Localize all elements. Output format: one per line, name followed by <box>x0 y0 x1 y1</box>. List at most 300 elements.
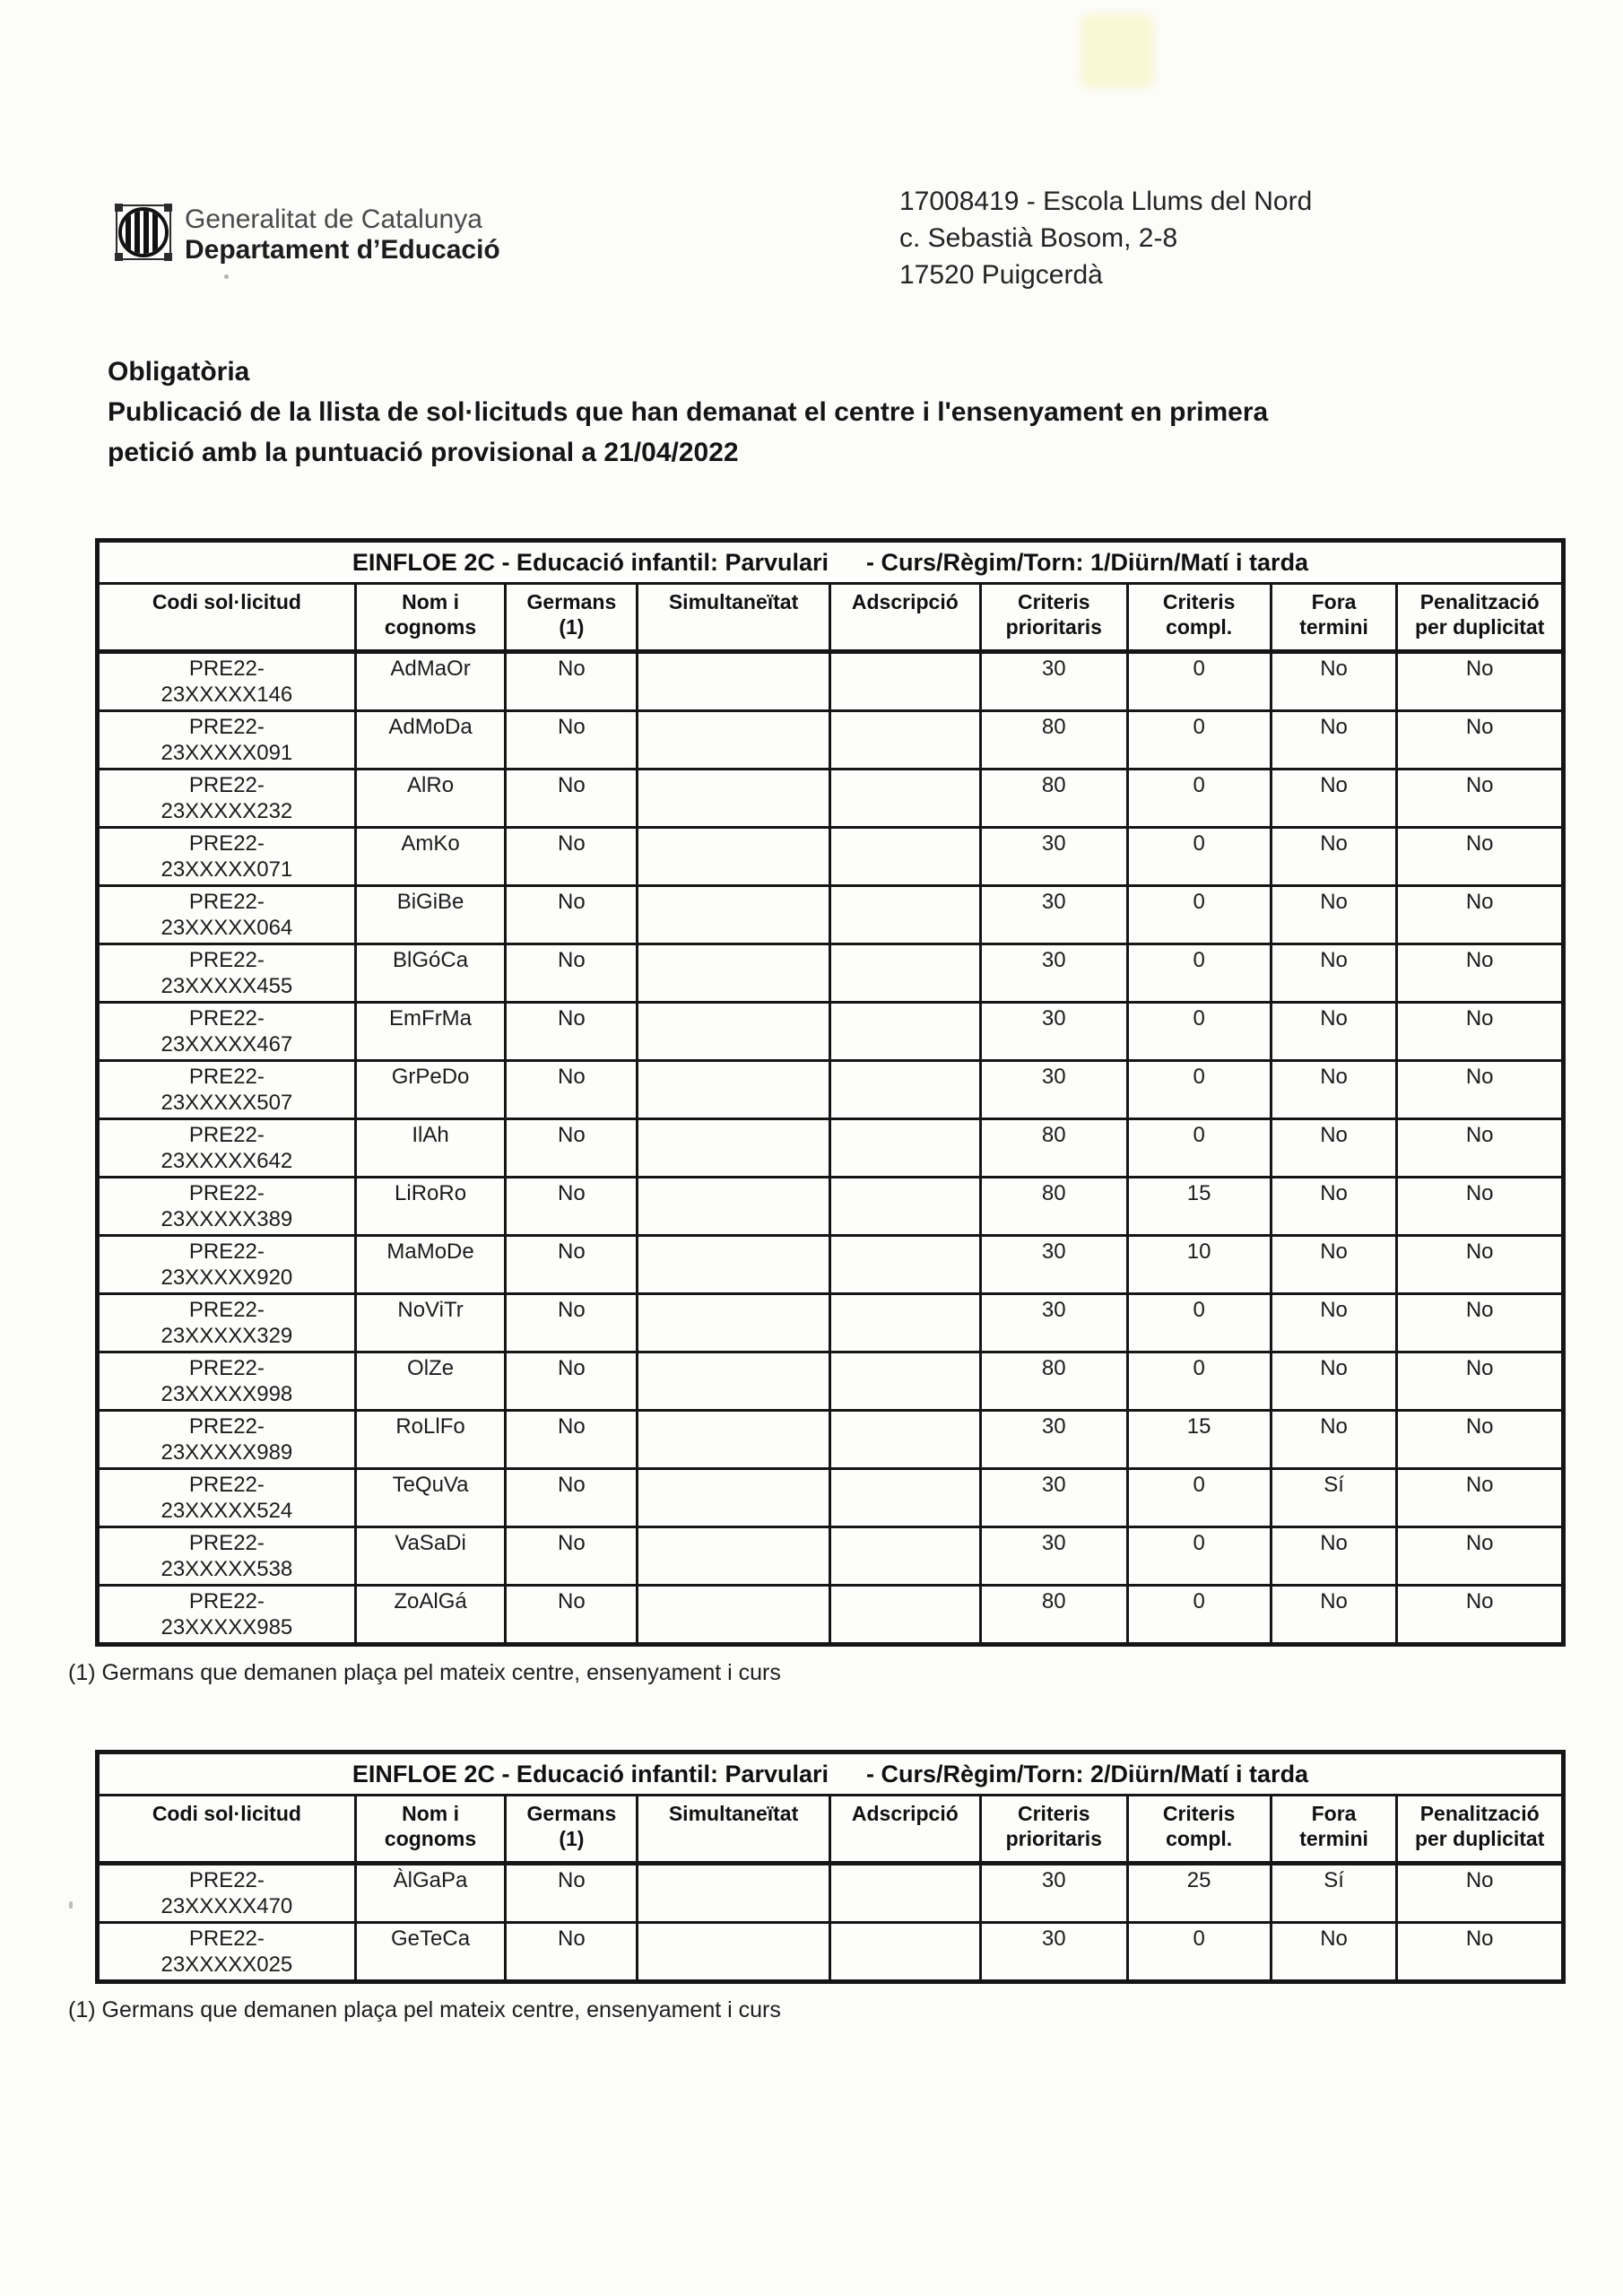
cell-prioritaris: 30 <box>981 886 1128 944</box>
cell-line: 23XXXXX389 <box>161 1207 293 1231</box>
cell-germans: No <box>506 828 638 886</box>
cell-line: 23XXXXX467 <box>161 1032 293 1057</box>
cell-penal: No <box>1397 1119 1564 1178</box>
column-header-name <box>355 584 506 652</box>
column-header-line: Criteris <box>1018 1802 1090 1825</box>
cell-code <box>98 1061 356 1119</box>
cell-code <box>98 886 356 944</box>
cell-compl: 0 <box>1127 828 1271 886</box>
cell-simult <box>638 1119 829 1178</box>
cell-name: GeTeCa <box>355 1923 506 1982</box>
column-header-line: Fora <box>1311 1802 1357 1825</box>
cell-adscripcio <box>829 652 980 711</box>
cell-line: 23XXXXX989 <box>161 1440 293 1465</box>
cell-compl: 0 <box>1127 1469 1271 1527</box>
cell-compl: 0 <box>1127 1294 1271 1352</box>
cell-adscripcio <box>829 1119 980 1178</box>
cell-compl: 10 <box>1127 1236 1271 1294</box>
cell-penal: No <box>1397 1469 1564 1527</box>
cell-name: IlAh <box>355 1119 506 1178</box>
cell-prioritaris: 30 <box>981 1864 1128 1923</box>
cell-adscripcio <box>829 1469 980 1527</box>
cell-line: PRE22- <box>188 890 265 914</box>
cell-penal: No <box>1397 1003 1564 1061</box>
cell-penal: No <box>1397 944 1564 1003</box>
cell-code <box>98 1236 356 1294</box>
cell-prioritaris: 30 <box>981 828 1128 886</box>
cell-line: PRE22- <box>188 1065 265 1089</box>
cell-germans: No <box>506 1411 638 1469</box>
cell-simult <box>638 828 829 886</box>
column-header-line: prioritaris <box>1005 615 1102 639</box>
table-header-row <box>98 584 1564 652</box>
cell-adscripcio <box>829 1864 980 1923</box>
cell-fora: No <box>1271 770 1397 828</box>
page-title-line2: petició amb la puntuació provisional a 21/04/2022 <box>108 438 739 467</box>
cell-adscripcio <box>829 1061 980 1119</box>
cell-code <box>98 1003 356 1061</box>
cell-name: TeQuVa <box>355 1469 506 1527</box>
column-header-line: Germans <box>526 1802 617 1825</box>
table-row <box>98 1003 1564 1061</box>
cell-line: PRE22- <box>188 773 265 797</box>
column-header-line: Penalització <box>1419 1802 1540 1825</box>
column-header-line: Codi sol·licitud <box>152 1802 301 1825</box>
cell-prioritaris: 30 <box>981 1003 1128 1061</box>
cell-penal: No <box>1397 1061 1564 1119</box>
table-title-regime: - Curs/Règim/Torn: 1/Diürn/Matí i tarda <box>866 548 1309 576</box>
table-footnote: (1) Germans que demanen plaça pel mateix centre, ensenyament i curs <box>68 1997 781 2022</box>
table-title-row <box>98 541 1564 584</box>
cell-germans: No <box>506 1003 638 1061</box>
column-header-line: Germans <box>526 590 617 613</box>
table-row <box>98 1236 1564 1294</box>
cell-penal: No <box>1397 828 1564 886</box>
cell-germans: No <box>506 1236 638 1294</box>
cell-simult <box>638 1236 829 1294</box>
cell-fora: No <box>1271 1586 1397 1645</box>
cell-compl: 0 <box>1127 1352 1271 1411</box>
cell-prioritaris: 80 <box>981 1352 1128 1411</box>
table-row <box>98 828 1564 886</box>
column-header-line: termini <box>1299 1827 1368 1850</box>
cell-code <box>98 1864 356 1923</box>
cell-germans: No <box>506 944 638 1003</box>
column-header-adscripcio <box>829 584 980 652</box>
cell-name: LiRoRo <box>355 1178 506 1236</box>
cell-line: 23XXXXX025 <box>161 1952 293 1977</box>
column-header-line: per duplicitat <box>1414 615 1545 639</box>
cell-simult <box>638 1061 829 1119</box>
cell-line: PRE22- <box>188 1589 265 1613</box>
cell-compl: 0 <box>1127 711 1271 770</box>
column-header-penal <box>1397 1796 1564 1864</box>
column-header-code <box>98 584 356 652</box>
table-row <box>98 1923 1564 1982</box>
cell-germans: No <box>506 1469 638 1527</box>
cell-name: AlRo <box>355 770 506 828</box>
cell-line: PRE22- <box>188 831 265 856</box>
column-header-line: Simultaneïtat <box>668 1802 799 1825</box>
cell-line: PRE22- <box>188 1006 265 1031</box>
cell-simult <box>638 886 829 944</box>
cell-line: PRE22- <box>188 1926 265 1951</box>
column-header-line: (1) <box>559 1827 585 1850</box>
cell-code <box>98 1527 356 1586</box>
cell-prioritaris: 30 <box>981 1236 1128 1294</box>
cell-name: EmFrMa <box>355 1003 506 1061</box>
cell-prioritaris: 30 <box>981 1923 1128 1982</box>
cell-prioritaris: 30 <box>981 944 1128 1003</box>
cell-simult <box>638 711 829 770</box>
cell-adscripcio <box>829 828 980 886</box>
column-header-name <box>355 1796 506 1864</box>
column-header-line: per duplicitat <box>1414 1827 1545 1850</box>
cell-line: PRE22- <box>188 1239 265 1264</box>
cell-prioritaris: 30 <box>981 652 1128 711</box>
cell-prioritaris: 30 <box>981 1411 1128 1469</box>
cell-code <box>98 944 356 1003</box>
cell-adscripcio <box>829 1294 980 1352</box>
table-row <box>98 1061 1564 1119</box>
applications-table-2 <box>95 1750 1566 1984</box>
table-footnote: (1) Germans que demanen plaça pel mateix centre, ensenyament i curs <box>68 1660 781 1685</box>
table-section-torn-2 <box>68 1750 1566 2023</box>
table-row <box>98 1586 1564 1645</box>
cell-line: 23XXXXX998 <box>161 1382 293 1406</box>
cell-line: PRE22- <box>188 715 265 739</box>
cell-line: PRE22- <box>188 1868 265 1892</box>
cell-line: 23XXXXX232 <box>161 799 293 823</box>
cell-penal: No <box>1397 711 1564 770</box>
cell-penal: No <box>1397 1178 1564 1236</box>
cell-prioritaris: 80 <box>981 1119 1128 1178</box>
table-row <box>98 1411 1564 1469</box>
cell-germans: No <box>506 1864 638 1923</box>
cell-line: PRE22- <box>188 1531 265 1555</box>
table-row <box>98 1864 1564 1923</box>
cell-compl: 0 <box>1127 1923 1271 1982</box>
column-header-penal <box>1397 584 1564 652</box>
table-row <box>98 1469 1564 1527</box>
cell-germans: No <box>506 1527 638 1586</box>
cell-simult <box>638 1586 829 1645</box>
cell-penal: No <box>1397 1527 1564 1586</box>
school-street: c. Sebastià Bosom, 2-8 <box>899 223 1178 253</box>
column-header-compl <box>1127 1796 1271 1864</box>
cell-fora: No <box>1271 1061 1397 1119</box>
cell-fora: No <box>1271 1294 1397 1352</box>
cell-penal: No <box>1397 1923 1564 1982</box>
cell-line: 23XXXXX985 <box>161 1615 293 1639</box>
cell-compl: 15 <box>1127 1178 1271 1236</box>
cell-adscripcio <box>829 770 980 828</box>
cell-line: PRE22- <box>188 1473 265 1497</box>
cell-adscripcio <box>829 1003 980 1061</box>
cell-code <box>98 1294 356 1352</box>
cell-fora: Sí <box>1271 1469 1397 1527</box>
cell-adscripcio <box>829 1411 980 1469</box>
cell-penal: No <box>1397 652 1564 711</box>
cell-line: 23XXXXX064 <box>161 916 293 940</box>
cell-compl: 0 <box>1127 1003 1271 1061</box>
cell-fora: No <box>1271 1527 1397 1586</box>
table-row <box>98 711 1564 770</box>
page-title-line1: Publicació de la llista de sol·licituds que han demanat el centre i l'ensenyament en primera <box>108 397 1269 427</box>
cell-penal: No <box>1397 770 1564 828</box>
cell-adscripcio <box>829 1923 980 1982</box>
cell-line: PRE22- <box>188 1123 265 1147</box>
cell-germans: No <box>506 1178 638 1236</box>
cell-code <box>98 1469 356 1527</box>
cell-name: MaMoDe <box>355 1236 506 1294</box>
cell-simult <box>638 1003 829 1061</box>
cell-name: OlZe <box>355 1352 506 1411</box>
table-row <box>98 886 1564 944</box>
cell-simult <box>638 1469 829 1527</box>
cell-adscripcio <box>829 1236 980 1294</box>
cell-fora: No <box>1271 1411 1397 1469</box>
table-row <box>98 1527 1564 1586</box>
cell-line: 23XXXXX091 <box>161 741 293 765</box>
cell-line: 23XXXXX642 <box>161 1149 293 1173</box>
cell-compl: 0 <box>1127 886 1271 944</box>
column-header-line: compl. <box>1166 1827 1233 1850</box>
cell-prioritaris: 80 <box>981 1586 1128 1645</box>
cell-compl: 0 <box>1127 770 1271 828</box>
column-header-line: Criteris <box>1162 1802 1236 1825</box>
cell-adscripcio <box>829 886 980 944</box>
cell-fora: No <box>1271 1003 1397 1061</box>
cell-compl: 15 <box>1127 1411 1271 1469</box>
cell-penal: No <box>1397 1411 1564 1469</box>
cell-name: AdMoDa <box>355 711 506 770</box>
mandatory-label: Obligatòria <box>108 357 250 387</box>
cell-penal: No <box>1397 886 1564 944</box>
cell-germans: No <box>506 1923 638 1982</box>
column-header-line: Adscripció <box>851 590 959 613</box>
cell-simult <box>638 652 829 711</box>
cell-simult <box>638 1294 829 1352</box>
cell-line: 23XXXXX524 <box>161 1499 293 1523</box>
cell-penal: No <box>1397 1586 1564 1645</box>
column-header-fora <box>1271 584 1397 652</box>
column-header-line: Fora <box>1311 590 1357 613</box>
column-header-adscripcio <box>829 1796 980 1864</box>
cell-adscripcio <box>829 1586 980 1645</box>
logo-dept-name: Departament d’Educació <box>185 235 500 265</box>
cell-compl: 0 <box>1127 944 1271 1003</box>
column-header-line: Criteris <box>1018 590 1090 613</box>
cell-compl: 0 <box>1127 1586 1271 1645</box>
cell-prioritaris: 30 <box>981 1527 1128 1586</box>
cell-name: ÀlGaPa <box>355 1864 506 1923</box>
column-header-compl <box>1127 584 1271 652</box>
cell-line: PRE22- <box>188 1181 265 1205</box>
cell-penal: No <box>1397 1236 1564 1294</box>
cell-simult <box>638 1178 829 1236</box>
column-header-simult <box>638 1796 829 1864</box>
cell-code <box>98 1923 356 1982</box>
cell-name: BiGiBe <box>355 886 506 944</box>
cell-prioritaris: 30 <box>981 1469 1128 1527</box>
cell-penal: No <box>1397 1294 1564 1352</box>
cell-line: PRE22- <box>188 1356 265 1380</box>
cell-line: 23XXXXX455 <box>161 974 293 998</box>
table-title-row <box>98 1752 1564 1796</box>
cell-prioritaris: 30 <box>981 1061 1128 1119</box>
table-title-course: EINFLOE 2C - Educació infantil: Parvulari <box>352 548 829 576</box>
school-code-name: 17008419 - Escola Llums del Nord <box>899 187 1313 216</box>
applications-table-1 <box>95 538 1566 1647</box>
scan-artifact-highlight <box>1081 14 1154 88</box>
column-header-line: Codi sol·licitud <box>152 590 301 613</box>
cell-name: AdMaOr <box>355 652 506 711</box>
cell-code <box>98 770 356 828</box>
table-title-regime: - Curs/Règim/Torn: 2/Diürn/Matí i tarda <box>866 1760 1309 1787</box>
cell-germans: No <box>506 1294 638 1352</box>
cell-code <box>98 1119 356 1178</box>
generalitat-logo <box>115 203 500 265</box>
cell-prioritaris: 30 <box>981 1294 1128 1352</box>
cell-fora: No <box>1271 1923 1397 1982</box>
logo-org-name: Generalitat de Catalunya <box>185 204 482 234</box>
cell-simult <box>638 1411 829 1469</box>
cell-adscripcio <box>829 1527 980 1586</box>
cell-name: BlGóCa <box>355 944 506 1003</box>
document-heading <box>108 352 1268 473</box>
table-title-cell <box>98 541 1564 584</box>
table-row <box>98 770 1564 828</box>
cell-code <box>98 828 356 886</box>
column-header-line: (1) <box>559 615 585 639</box>
table-row <box>98 944 1564 1003</box>
cell-line: 23XXXXX329 <box>161 1324 293 1348</box>
cell-line: PRE22- <box>188 657 265 681</box>
column-header-simult <box>638 584 829 652</box>
cell-simult <box>638 1923 829 1982</box>
table-row <box>98 1352 1564 1411</box>
cell-line: 23XXXXX507 <box>161 1091 293 1115</box>
cell-line: 23XXXXX538 <box>161 1557 293 1581</box>
scan-artifact-speck <box>69 1901 73 1909</box>
cell-code <box>98 1178 356 1236</box>
cell-line: PRE22- <box>188 948 265 972</box>
cell-penal: No <box>1397 1864 1564 1923</box>
column-header-line: cognoms <box>384 1827 477 1850</box>
cell-adscripcio <box>829 711 980 770</box>
column-header-line: termini <box>1299 615 1368 639</box>
column-header-germans <box>506 584 638 652</box>
cell-code <box>98 1586 356 1645</box>
cell-code <box>98 711 356 770</box>
table-header-row <box>98 1796 1564 1864</box>
cell-line: PRE22- <box>188 1298 265 1322</box>
cell-germans: No <box>506 1586 638 1645</box>
column-header-line: prioritaris <box>1005 1827 1102 1850</box>
column-header-code <box>98 1796 356 1864</box>
cell-simult <box>638 770 829 828</box>
cell-germans: No <box>506 1061 638 1119</box>
table-row <box>98 652 1564 711</box>
column-header-line: Simultaneïtat <box>668 590 799 613</box>
cell-fora: No <box>1271 652 1397 711</box>
cell-fora: No <box>1271 886 1397 944</box>
cell-germans: No <box>506 652 638 711</box>
column-header-prioritaris <box>981 1796 1128 1864</box>
cell-simult <box>638 1527 829 1586</box>
table-row <box>98 1294 1564 1352</box>
cell-prioritaris: 80 <box>981 1178 1128 1236</box>
table-title-cell <box>98 1752 1564 1796</box>
cell-name: NoViTr <box>355 1294 506 1352</box>
cell-compl: 0 <box>1127 1119 1271 1178</box>
column-header-germans <box>506 1796 638 1864</box>
cell-compl: 0 <box>1127 1061 1271 1119</box>
cell-fora: No <box>1271 1119 1397 1178</box>
cell-adscripcio <box>829 944 980 1003</box>
scan-artifact-dot <box>224 274 229 279</box>
column-header-prioritaris <box>981 584 1128 652</box>
cell-simult <box>638 1352 829 1411</box>
cell-fora: No <box>1271 828 1397 886</box>
cell-compl: 0 <box>1127 652 1271 711</box>
cell-prioritaris: 80 <box>981 770 1128 828</box>
cell-simult <box>638 944 829 1003</box>
column-header-line: Adscripció <box>851 1802 959 1825</box>
table-row <box>98 1178 1564 1236</box>
column-header-fora <box>1271 1796 1397 1864</box>
cell-line: 23XXXXX146 <box>161 683 293 707</box>
cell-name: RoLlFo <box>355 1411 506 1469</box>
cell-germans: No <box>506 1119 638 1178</box>
cell-germans: No <box>506 1352 638 1411</box>
cell-fora: No <box>1271 1236 1397 1294</box>
cell-code <box>98 652 356 711</box>
cell-line: 23XXXXX920 <box>161 1265 293 1290</box>
cell-code <box>98 1411 356 1469</box>
cell-name: VaSaDi <box>355 1527 506 1586</box>
cell-line: PRE22- <box>188 1414 265 1439</box>
cell-fora: No <box>1271 711 1397 770</box>
cell-line: 23XXXXX071 <box>161 857 293 882</box>
table-section-torn-1 <box>68 538 1566 1686</box>
cell-line: 23XXXXX470 <box>161 1894 293 1918</box>
cell-germans: No <box>506 711 638 770</box>
cell-fora: No <box>1271 944 1397 1003</box>
cell-compl: 0 <box>1127 1527 1271 1586</box>
cell-prioritaris: 80 <box>981 711 1128 770</box>
table-title-course: EINFLOE 2C - Educació infantil: Parvulari <box>352 1760 829 1787</box>
cell-penal: No <box>1397 1352 1564 1411</box>
cell-adscripcio <box>829 1352 980 1411</box>
column-header-line: compl. <box>1166 615 1233 639</box>
cell-fora: No <box>1271 1178 1397 1236</box>
cell-simult <box>638 1864 829 1923</box>
school-address-block <box>899 183 1312 293</box>
column-header-line: cognoms <box>384 615 477 639</box>
column-header-line: Penalització <box>1419 590 1540 613</box>
cell-name: ZoAlGá <box>355 1586 506 1645</box>
cell-germans: No <box>506 886 638 944</box>
column-header-line: Criteris <box>1162 590 1236 613</box>
school-city: 17520 Puigcerdà <box>899 260 1103 290</box>
cell-germans: No <box>506 770 638 828</box>
cell-name: GrPeDo <box>355 1061 506 1119</box>
cell-adscripcio <box>829 1178 980 1236</box>
cell-code <box>98 1352 356 1411</box>
column-header-line: Nom i <box>402 1802 459 1825</box>
